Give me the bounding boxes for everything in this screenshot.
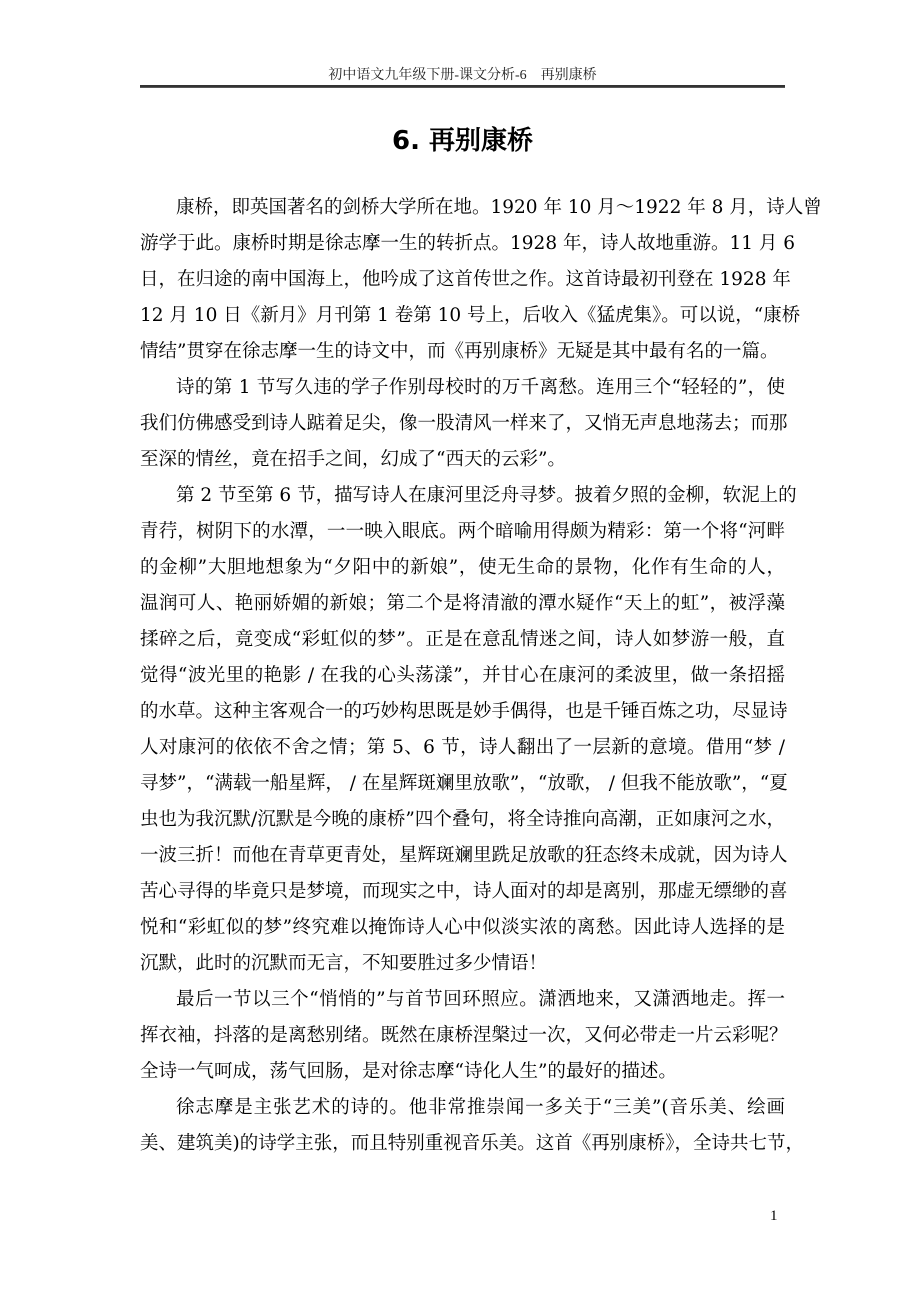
text-line: 美、建筑美)的诗学主张，而且特别重视音乐美。这首《再别康桥》，全诗共七节， [140, 1133, 804, 1154]
text-line: 全诗一气呵成，荡气回肠，是对徐志摩“诗化人生”的最好的描述。 [140, 1061, 677, 1082]
text-line: 的水草。这种主客观合一的巧妙构思既是妙手偶得，也是千锤百炼之功，尽显诗 [140, 701, 788, 722]
page-number: 1 [770, 1208, 778, 1224]
text-line: 至深的情丝，竟在招手之间，幻成了“西天的云彩”。 [140, 449, 566, 470]
text-line: 的金柳”大胆地想象为“夕阳中的新娘”，使无生命的景物，化作有生命的人， [140, 557, 785, 578]
text-line: 12 月 10 日《新月》月刊第 1 卷第 10 号上，后收入《猛虎集》。可以说，“康桥 [140, 305, 801, 326]
paragraph [140, 190, 822, 370]
text-line: 游学于此。康桥时期是徐志摩一生的转折点。1928 年，诗人故地重游。11 月 6 [140, 233, 796, 254]
paragraph [140, 982, 788, 1090]
text-line: 寻梦”，“满载一船星辉， / 在星辉斑斓里放歌”，“放歌， / 但我不能放歌”，“夏 [140, 773, 788, 794]
text-line: 我们仿佛感受到诗人踮着足尖，像一股清风一样来了，又悄无声息地荡去；而那 [140, 413, 788, 434]
running-header: 初中语文九年级下册-课文分析-6 再别康桥 [328, 68, 597, 83]
text-line: 苦心寻得的毕竟只是梦境，而现实之中，诗人面对的却是离别，那虚无缥缈的喜 [140, 881, 788, 902]
text-line: 温润可人、艳丽娇媚的新娘；第二个是将清澈的潭水疑作“天上的虹”，被浮藻 [140, 593, 785, 614]
paragraph [140, 478, 797, 982]
header-divider [140, 85, 785, 88]
text-line: 最后一节以三个“悄悄的”与首节回环照应。潇洒地来，又潇洒地走。挥一 [176, 989, 785, 1010]
text-line: 揉碎之后，竟变成“彩虹似的梦”。正是在意乱情迷之间，诗人如梦游一般，直 [140, 629, 785, 650]
text-line: 日，在归途的南中国海上，他吟成了这首传世之作。这首诗最初刊登在 1928 年 [140, 269, 791, 290]
document-body [140, 190, 822, 1162]
text-line: 悦和“彩虹似的梦”终究难以掩饰诗人心中似淡实浓的离愁。因此诗人选择的是 [140, 917, 785, 938]
text-line: 第 2 节至第 6 节，描写诗人在康河里泛舟寻梦。披着夕照的金柳，软泥上的 [176, 485, 797, 506]
page-title: 6. 再别康桥 [391, 126, 534, 156]
text-line: 情结”贯穿在徐志摩一生的诗文中，而《再别康桥》无疑是其中最有名的一篇。 [140, 341, 779, 362]
text-line: 康桥，即英国著名的剑桥大学所在地。1920 年 10 月～1922 年 8 月，诗人曾 [176, 197, 822, 218]
text-line: 觉得“波光里的艳影 / 在我的心头荡漾”，并甘心在康河的柔波里，做一条招摇 [140, 665, 785, 686]
text-line: 青荇，树阴下的水潭，一一映入眼底。两个暗喻用得颇为精彩：第一个将“河畔 [140, 521, 785, 542]
paragraph [140, 370, 788, 478]
paragraph [140, 1090, 804, 1162]
text-line: 徐志摩是主张艺术的诗的。他非常推崇闻一多关于“三美”(音乐美、绘画 [176, 1097, 785, 1118]
text-line: 一波三折！而他在青草更青处，星辉斑斓里跣足放歌的狂态终未成就，因为诗人 [140, 845, 788, 866]
text-line: 虫也为我沉默/沉默是今晚的康桥”四个叠句，将全诗推向高潮，正如康河之水， [140, 809, 785, 830]
text-line: 人对康河的依依不舍之情；第 5、6 节，诗人翻出了一层新的意境。借用“梦 / [140, 737, 785, 758]
text-line: 诗的第 1 节写久违的学子作别母校时的万千离愁。连用三个“轻轻的”，使 [176, 377, 785, 398]
text-line: 挥衣袖，抖落的是离愁别绪。既然在康桥涅槃过一次，又何必带走一片云彩呢？ [140, 1025, 788, 1046]
text-line: 沉默，此时的沉默而无言，不知要胜过多少情语！ [140, 953, 548, 974]
